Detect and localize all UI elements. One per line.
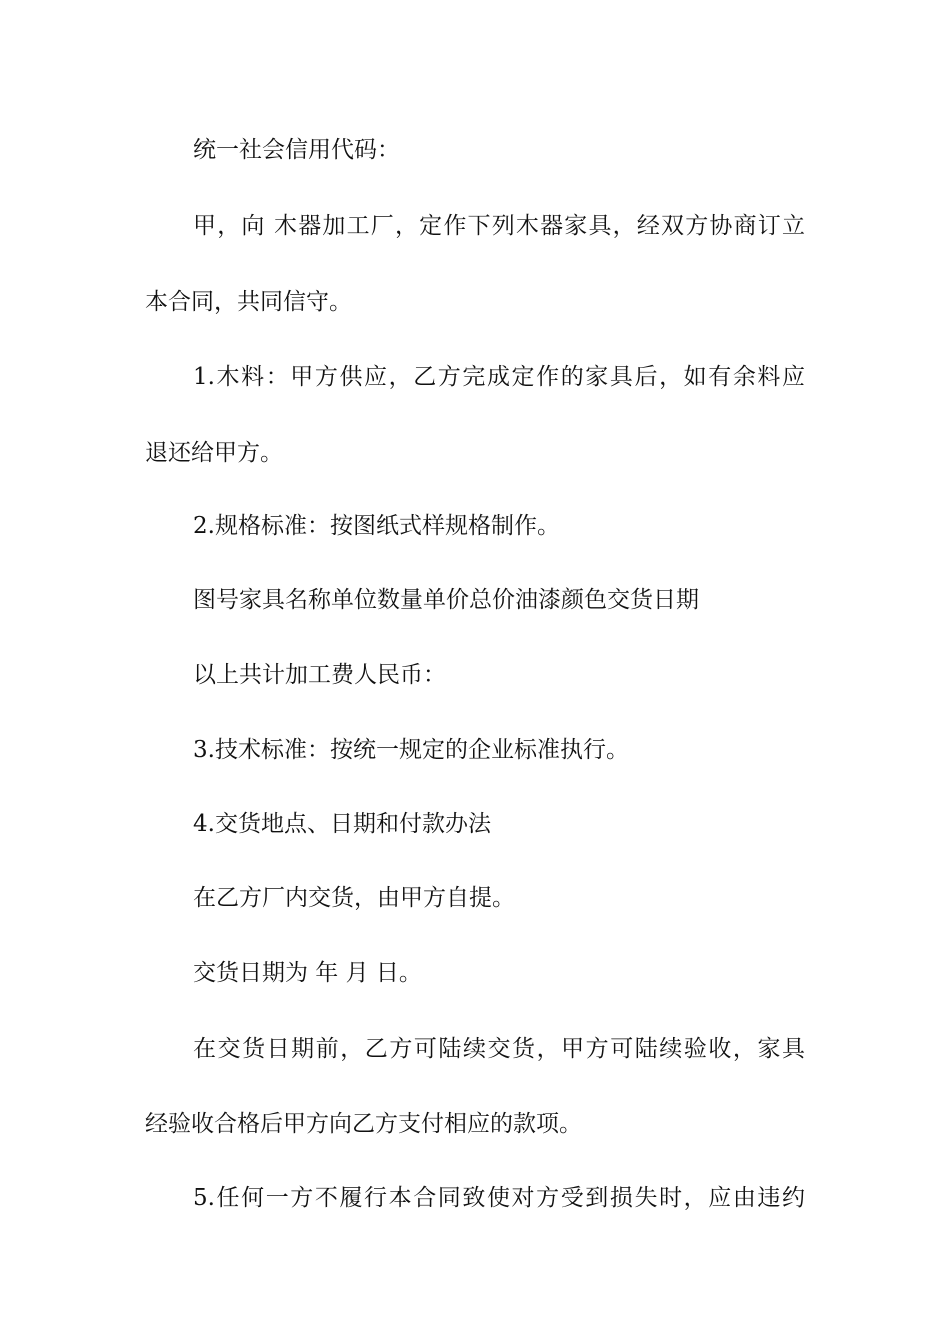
processing-fee-line — [0, 655, 950, 695]
clause-2-line — [0, 506, 950, 546]
clause-4-heading-line — [0, 804, 950, 844]
credit-code-line — [0, 130, 950, 170]
intro-text-1: 甲，向 木器加工厂，定作下列木器家具，经双方协商订立 — [193, 213, 805, 239]
payment-text-2: 经验收合格后甲方向乙方支付相应的款项。 — [145, 1111, 582, 1137]
credit-code-text: 统一社会信用代码： — [193, 137, 400, 163]
clause-1-text-1: 1.木料：甲方供应，乙方完成定作的家具后，如有余料应 — [193, 364, 805, 390]
clause-1-text-2: 退还给甲方。 — [145, 440, 283, 466]
clause-1-line-1 — [0, 357, 950, 397]
table-header-line — [0, 580, 950, 620]
delivery-location-line — [0, 878, 950, 918]
delivery-location-text: 在乙方厂内交货，由甲方自提。 — [193, 885, 515, 911]
payment-text-1: 在交货日期前，乙方可陆续交货，甲方可陆续验收，家具 — [193, 1036, 805, 1062]
clause-3-line — [0, 730, 950, 770]
payment-paragraph-line-2 — [0, 1104, 950, 1144]
clause-3-text: 3.技术标准：按统一规定的企业标准执行。 — [193, 737, 629, 763]
clause-4-heading-text: 4.交货地点、日期和付款办法 — [193, 811, 491, 837]
clause-1-line-2 — [0, 433, 950, 473]
payment-paragraph-line-1 — [0, 1029, 950, 1069]
clause-5-line-1 — [0, 1178, 950, 1218]
intro-text-2: 本合同，共同信守。 — [145, 289, 352, 315]
intro-paragraph-line-2 — [0, 282, 950, 322]
processing-fee-text: 以上共计加工费人民币： — [193, 662, 446, 688]
delivery-date-line — [0, 953, 950, 993]
clause-5-text-1: 5.任何一方不履行本合同致使对方受到损失时，应由违约 — [193, 1185, 805, 1211]
delivery-date-text: 交货日期为 年 月 日。 — [193, 960, 422, 986]
clause-2-text: 2.规格标准：按图纸式样规格制作。 — [193, 513, 560, 539]
table-header-text: 图号家具名称单位数量单价总价油漆颜色交货日期 — [193, 587, 699, 613]
intro-paragraph-line-1 — [0, 206, 950, 246]
